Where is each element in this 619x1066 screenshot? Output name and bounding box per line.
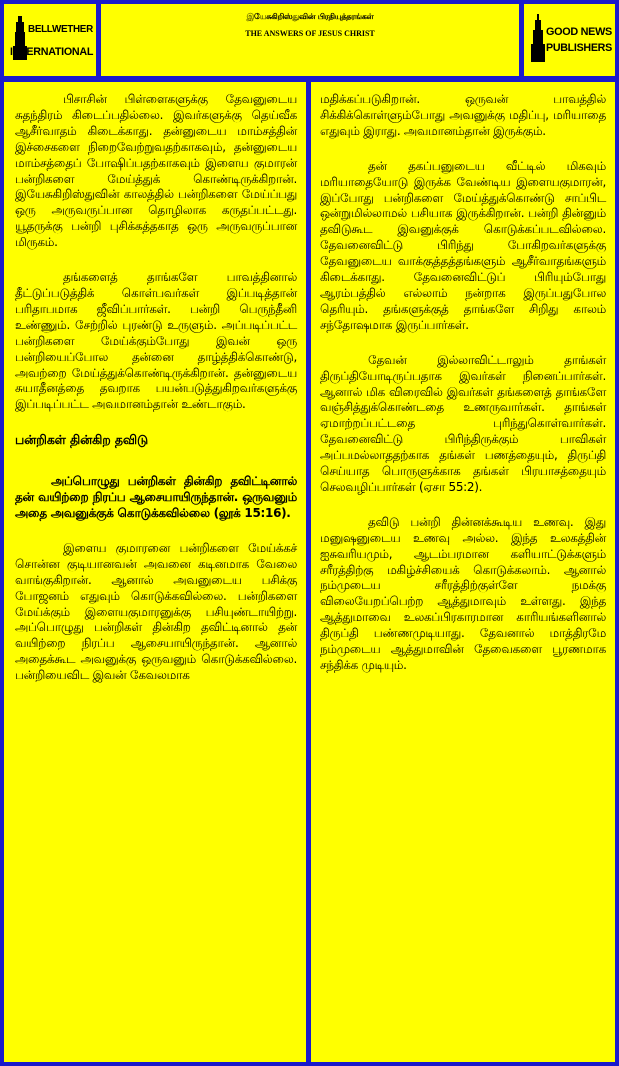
logo-right-line2: PUBLISHERS [546, 42, 612, 54]
title-banner [101, 4, 519, 76]
right-paragraph-1: மதிக்கப்படுகிறான். ஒருவன் பாவத்தில் சிக்கிக்கொள்ளும்போது அவனுக்கு மதிப்பு, மரியாதை எதுவும் இராது. அவமானம்தான் இருக்கும். [320, 92, 606, 138]
logo-left-line1: BELLWETHER [28, 24, 93, 35]
title-english: THE ANSWERS OF JESUS CHRIST [245, 29, 375, 38]
title-tamil: இயேசுகிறிஸ்துவின் பிரதியுத்தரங்கள் [246, 12, 374, 21]
left-paragraph-1: பிசாசின் பிள்ளைகளுக்கு தேவனுடைய சுதந்திரம் கிடைப்பதில்லை. இவர்களுக்கு தெய்வீக ஆசீர்வாதம் கிடைக்காது. தன்னுடைய மாம்சத்தின் இச்சைகளை நிறைவேற்றுவதற்காகவும், தன்னுடைய மாம்சத்தைப் போஷிப்பதற்காகவும் இளைய குமாரன் பன்றிகளை மேய்த்துக் கொண்டிருக்கிறான். இயேசுகிறிஸ்துவின் காலத்தில் பன்றிகளை மேய்ப்பது ஒரு அருவருப்பான தொழிலாக கருதப்பட்டது. யூதருக்கு பன்றி புசிக்கத்தகாத ஒரு அருவருப்பான மிருகம். [15, 92, 297, 250]
left-paragraph-2: தங்களைத் தாங்களே பாவத்தினால் தீட்டுப்படுத்திக் கொள்பவர்கள் இப்படித்தான் பரிதாபமாக ஜீவிப்பார்கள். பன்றி பெருந்தீனி உண்ணும். சேற்றில் புரண்டு உருளும். அப்படிப்பட்ட பன்றிகளை மேய்க்கும்போது இவன் ஒரு பன்றியைப்போல தன்னை தாழ்த்திக்கொண்டு, அவற்றை மேய்த்துக்கொண்டிருக்கிறான். தன்னுடைய சுயாதீனத்தை தவறாக பயன்படுத்துகிறவர்களுக்கு இப்படிப்பட்ட அவமானம்தான் உண்டாகும். [15, 270, 297, 412]
scripture-verse: அப்பொழுது பன்றிகள் தின்கிற தவிட்டினால் தன் வயிற்றை நிரப்ப ஆசையாயிருந்தான். ஒருவனும் அதை அவனுக்குக் கொடுக்கவில்லை (லூக் 15:16). [15, 474, 297, 521]
left-column [4, 82, 306, 1062]
right-paragraph-2: தன் தகப்பனுடைய வீட்டில் மிகவும் மரியாதையோடு இருக்க வேண்டிய இளையகுமாரன், இப்போது பன்றிகளை மேய்த்துக்கொண்டு சாப்பிட ஒன்றுமில்லாமல் பசியாக இருக்கிறான். பன்றி தின்னும் தவிடுகூட இவனுக்குக் கொடுக்கப்படவில்லை. தேவனைவிட்டு பிரிந்து போகிறவர்களுக்கு தேவனுடைய வாக்குத்தத்தங்களும் ஆசீர்வாதங்களும் கிடைக்காது. தேவனைவிட்டுப் பிரியும்போது ஆரம்பத்தில் எல்லாம் நன்றாக இருப்பதுபோல தெரியும். தங்களுக்குத் தாங்களே சிறிது காலம் சந்தோஷமாக இருப்பார்கள். [320, 158, 606, 332]
right-paragraph-3: தேவன் இல்லாவிட்டாலும் தாங்கள் திருப்தியோடிருப்பதாக இவர்கள் நினைப்பார்கள். ஆனால் மிக விரைவில் இவர்கள் தங்களைத் தாங்களே வஞ்சித்துக்கொண்டதை உணருவார்கள். தாங்கள் ஏமாற்றப்பட்டதை புரிந்துகொள்வார்கள். தேவனைவிட்டு பிரிந்திருக்கும் பாவிகள் அப்பமல்லாததற்காக தங்கள் பணத்தையும், திருப்தி செய்யாத பொருளுக்காக தங்கள் பிரயாசத்தையும் செலவழிப்பார்கள் (ஏசா 55:2). [320, 352, 606, 494]
right-paragraph-4: தவிடு பன்றி தின்னக்கூடிய உணவு. இது மனுஷனுடைய உணவு அல்ல. இந்த உலகத்தின் ஐசுவரியமும், ஆடம்பரமான களியாட்டுக்களும் சரீரத்திற்கு மகிழ்ச்சியைக் கொடுக்கலாம். ஆனால் நம்முடைய சரீரத்திற்குள்ளே நமக்கு விலையேறப்பெற்ற ஆத்துமாவும் உள்ளது. இந்த ஆத்துமாவை உலகப்பிரகாரமான காரியங்களினால் திருப்தி பண்ணமுடியாது. தேவனால் மாத்திரமே நம்முடைய ஆத்துமாவின் தேவைகளை பூரணமாக சந்திக்க முடியும். [320, 514, 606, 672]
section-heading: பன்றிகள் தின்கிற தவிடு [15, 432, 149, 448]
logo-left-line2: INTERNATIONAL [10, 46, 94, 58]
logo-right-line1: GOOD NEWS [546, 26, 612, 38]
bellwether-logo [4, 4, 96, 76]
good-news-tower-icon [530, 14, 546, 62]
good-news-logo [524, 4, 615, 76]
right-column [311, 82, 615, 1062]
left-paragraph-3: இளைய குமாரனை பன்றிகளை மேய்க்கச் சொன்ன குடியானவன் அவனை கடினமாக வேலை வாங்குகிறான். ஆனால் அவனுடைய பசிக்கு போஜனம் எதுவும் கொடுக்கவில்லை. பன்றிகளை மேய்க்கும் இளையகுமாரனுக்கு பசியுண்டாயிற்று. அப்பொழுது பன்றிகள் தின்கிற தவிட்டினால் தன் வயிற்றை நிரப்ப ஆசையாயிருந்தான். ஆனால் அதைக்கூட அவனுக்கு ஒருவனும் கொடுக்கவில்லை. பன்றியைவிட இவன் கேவலமாக [15, 540, 297, 683]
